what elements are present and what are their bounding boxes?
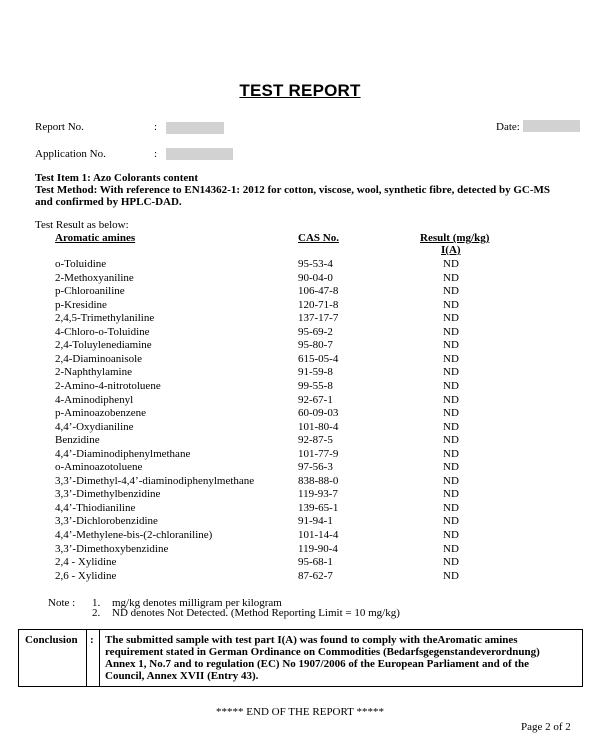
result-cell: ND — [443, 501, 459, 514]
result-cell: ND — [443, 529, 459, 541]
amine-name-cell: 3,3’-Dichlorobenzidine — [55, 515, 158, 528]
table-row — [0, 474, 600, 488]
result-cell: ND — [443, 488, 459, 501]
table-row — [0, 352, 600, 366]
table-row — [0, 569, 600, 583]
result-cell: ND — [443, 447, 459, 460]
amine-name-cell: 2-Naphthylamine — [55, 366, 132, 379]
table-row — [0, 257, 600, 271]
conclusion-line2: requirement stated in German Ordinance on Commodities (Bedarfsgegenstandeverordnung) — [105, 646, 540, 658]
result-cell: ND — [443, 461, 459, 474]
result-cell: ND — [443, 569, 459, 582]
cas-number-cell: 838-88-0 — [298, 474, 339, 487]
result-cell: ND — [443, 434, 459, 447]
amine-name-cell: 2,4 - Xylidine — [55, 556, 117, 569]
cas-number-cell: 101-14-4 — [298, 529, 339, 541]
amine-name-cell: 4-Chloro-o-Toluidine — [55, 325, 150, 338]
table-row — [0, 555, 600, 569]
table-row — [0, 514, 600, 528]
result-cell: ND — [443, 339, 459, 352]
cas-number-cell: 91-59-8 — [298, 366, 333, 379]
table-row — [0, 325, 600, 339]
result-cell: ND — [443, 420, 459, 433]
application-no-redacted — [166, 148, 233, 160]
amine-name-cell: p-Aminoazobenzene — [55, 407, 147, 420]
cas-number-cell: 120-71-8 — [298, 298, 339, 311]
application-no-label: Application No. — [35, 148, 106, 160]
amine-name-cell: 2,4-Diaminoanisole — [55, 352, 143, 365]
cas-number-cell: 101-77-9 — [298, 447, 339, 460]
cas-number-cell: 92-67-1 — [298, 393, 333, 406]
table-row — [0, 542, 600, 556]
column-header-aromatic-amines: Aromatic amines — [55, 232, 136, 244]
amine-name-cell: o-Aminoazotoluene — [55, 461, 143, 474]
result-cell: ND — [443, 258, 459, 270]
amine-name-cell: p-Chloroaniline — [55, 285, 125, 298]
cas-number-cell: 91-94-1 — [298, 515, 333, 528]
note-item1-text: mg/kg denotes milligram per kilogram — [112, 597, 282, 609]
amine-name-cell: 4,4’-Diaminodiphenylmethane — [55, 447, 191, 460]
note-item1-number: 1. — [92, 597, 101, 609]
test-item: Test Item 1: Azo Colorants content — [35, 172, 199, 184]
result-cell: ND — [443, 474, 459, 487]
cas-number-cell: 101-80-4 — [298, 420, 339, 433]
amine-name-cell: 2,4,5-Trimethylaniline — [55, 312, 155, 325]
cas-number-cell: 95-68-1 — [298, 556, 333, 569]
amine-name-cell: 4,4’-Thiodianiline — [55, 501, 136, 514]
amine-name-cell: p-Kresidine — [55, 298, 107, 311]
table-row — [0, 501, 600, 515]
amine-name-cell: 3,3’-Dimethoxybenzidine — [55, 542, 169, 555]
result-cell: ND — [443, 393, 459, 406]
cas-number-cell: 119-93-7 — [298, 488, 338, 501]
conclusion-divider-2 — [99, 630, 100, 686]
cas-number-cell: 106-47-8 — [298, 285, 339, 298]
result-cell: ND — [443, 366, 459, 379]
amine-name-cell: 4,4’-Methylene-bis-(2-chloraniline) — [55, 529, 213, 541]
cas-number-cell: 119-90-4 — [298, 542, 338, 555]
amine-name-cell: 3,3’-Dimethyl-4,4’-diaminodiphenylmethane — [55, 474, 255, 487]
table-row — [0, 393, 600, 407]
table-row — [0, 338, 600, 352]
cas-number-cell: 92-87-5 — [298, 434, 333, 447]
conclusion-line1: The submitted sample with test part I(A) was found to comply with theAromatic amines — [105, 634, 518, 646]
table-row — [0, 379, 600, 393]
cas-number-cell: 95-69-2 — [298, 325, 333, 338]
result-cell: ND — [443, 407, 459, 420]
amine-name-cell: Benzidine — [55, 434, 100, 447]
table-row — [0, 460, 600, 474]
amine-name-cell: 2-Methoxyaniline — [55, 271, 134, 284]
page-title: TEST REPORT — [239, 81, 361, 100]
result-cell: ND — [443, 515, 459, 528]
page-number: Page 2 of 2 — [521, 721, 571, 733]
report-no-colon: : — [154, 121, 158, 133]
table-row — [0, 528, 600, 542]
cas-number-cell: 99-55-8 — [298, 379, 333, 392]
cas-number-cell: 139-65-1 — [298, 501, 339, 514]
table-row — [0, 487, 600, 501]
result-cell: ND — [443, 542, 459, 555]
amine-name-cell: 4-Aminodiphenyl — [55, 393, 134, 406]
table-row — [0, 447, 600, 461]
date-label: Date: — [496, 121, 520, 133]
report-no-redacted — [166, 122, 224, 134]
amine-name-cell: 4,4’-Oxydianiline — [55, 420, 134, 433]
result-cell: ND — [443, 285, 459, 298]
result-cell: ND — [443, 298, 459, 311]
result-cell: ND — [443, 325, 459, 338]
table-row — [0, 311, 600, 325]
table-row — [0, 271, 600, 285]
end-of-report: ***** END OF THE REPORT ***** — [216, 706, 384, 718]
cas-number-cell: 95-80-7 — [298, 339, 333, 352]
cas-number-cell: 87-62-7 — [298, 569, 333, 582]
result-cell: ND — [443, 312, 459, 325]
table-row — [0, 420, 600, 434]
note-item2-text: ND denotes Not Detected. (Method Reporting Limit = 10 mg/kg) — [112, 607, 400, 619]
result-intro: Test Result as below: — [35, 219, 129, 231]
result-cell: ND — [443, 379, 459, 392]
conclusion-divider-1 — [86, 630, 87, 686]
test-method-line2: and confirmed by HPLC-DAD. — [35, 196, 182, 208]
cas-number-cell: 90-04-0 — [298, 271, 333, 284]
report-no-label: Report No. — [35, 121, 84, 133]
column-subheader-ia: I(A) — [441, 244, 461, 256]
conclusion-box — [18, 629, 583, 687]
conclusion-line4: Council, Annex XVII (Entry 43). — [105, 670, 259, 682]
note-item2-number: 2. — [92, 607, 101, 619]
result-cell: ND — [443, 556, 459, 569]
conclusion-line3: Annex 1, No.7 and to regulation (EC) No 1907/2006 of the European Parliament and of the — [105, 658, 530, 670]
cas-number-cell: 95-53-4 — [298, 258, 333, 270]
table-row — [0, 365, 600, 379]
amine-name-cell: 3,3’-Dimethylbenzidine — [55, 488, 161, 501]
amine-name-cell: 2-Amino-4-nitrotoluene — [55, 379, 161, 392]
amine-name-cell: 2,4-Toluylenediamine — [55, 339, 152, 352]
cas-number-cell: 137-17-7 — [298, 312, 339, 325]
table-row — [0, 433, 600, 447]
column-header-result: Result (mg/kg) — [420, 232, 490, 244]
application-no-colon: : — [154, 148, 158, 160]
cas-number-cell: 97-56-3 — [298, 461, 333, 474]
date-redacted — [523, 120, 580, 132]
amine-name-cell: o-Toluidine — [55, 258, 107, 270]
test-method-line1: Test Method: With reference to EN14362-1: 2012 for cotton, viscose, wool, synthetic fibre, detected by GC-MS — [35, 184, 550, 196]
result-cell: ND — [443, 271, 459, 284]
cas-number-cell: 60-09-03 — [298, 407, 339, 420]
conclusion-colon: : — [90, 634, 94, 646]
amine-name-cell: 2,6 - Xylidine — [55, 569, 117, 582]
note-label: Note : — [48, 597, 76, 609]
result-cell: ND — [443, 352, 459, 365]
table-row — [0, 284, 600, 298]
conclusion-label: Conclusion — [25, 634, 78, 646]
column-header-cas-no: CAS No. — [298, 232, 339, 244]
table-row — [0, 298, 600, 312]
table-row — [0, 406, 600, 420]
cas-number-cell: 615-05-4 — [298, 352, 339, 365]
